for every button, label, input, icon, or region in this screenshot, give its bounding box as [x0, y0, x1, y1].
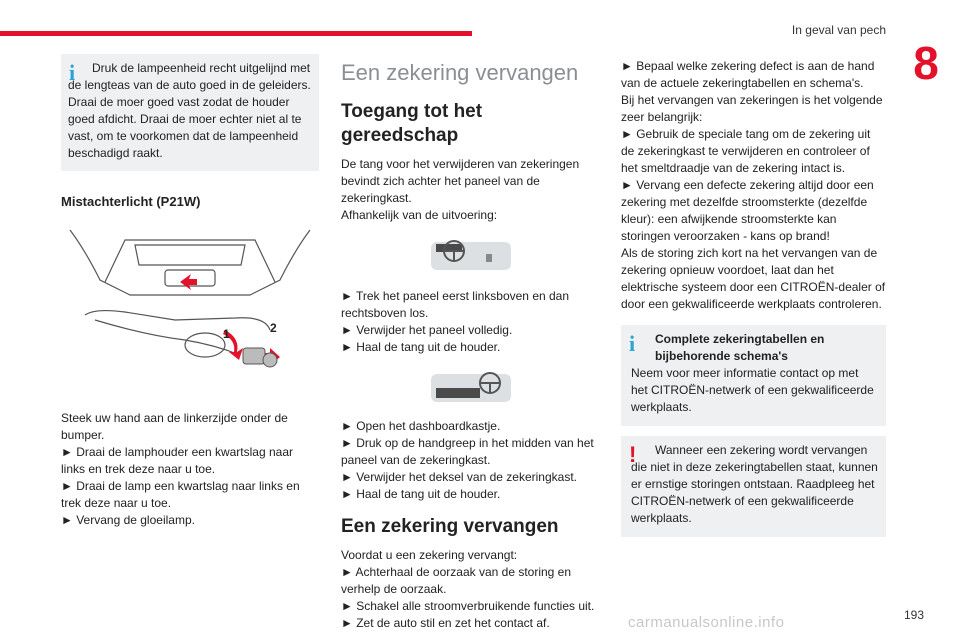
info-box-lamp	[61, 54, 319, 171]
info-line-2: Draai de moer goed vast zodat de houder goed afdicht. Draai de moer echter niet al te vast, om te voorkomen dat de lampeenheid beschadigd raakt.	[68, 95, 302, 160]
fuse-step-5: Als de storing zich kort na het vervangen van de zekering opnieuw voordoet, laat dan het elektrische systeem door een CITROËN-dealer of door een gekwalificeerde werkplaats controleren.	[621, 246, 886, 311]
steering-wheel-right-icon	[426, 366, 516, 406]
fuse-section-title: Een zekering vervangen	[341, 60, 579, 85]
figure-label-1: 1	[223, 327, 230, 341]
replace-step-2: ► Achterhaal de oorzaak van de storing en verhelp de oorzaak.	[341, 565, 572, 596]
replace-step-3: ► Schakel alle stroomverbruikende functies uit.	[341, 599, 595, 613]
steps-a	[341, 288, 601, 356]
warning-icon: !	[629, 442, 637, 467]
step-a-2: ► Verwijder het paneel volledig.	[341, 323, 513, 337]
replace-step-4: ► Zet de auto stil en zet het contact af.	[341, 616, 550, 630]
warning-box	[621, 436, 886, 537]
step-a-3: ► Haal de tang uit de houder.	[341, 340, 501, 354]
fuse-step-2: Bij het vervangen van zekeringen is het volgende zeer belangrijk:	[621, 93, 883, 124]
page-number: 193	[903, 608, 924, 622]
fog-light-steps	[61, 410, 319, 529]
column-3	[621, 58, 886, 537]
section-title: In geval van pech	[791, 23, 886, 37]
steering-wheel-left-icon	[426, 234, 516, 274]
info-line-1: Druk de lampeenheid recht uitgelijnd met de lengteas van de auto goed in de geleiders.	[68, 61, 311, 92]
step-b-2: ► Druk op de handgreep in het midden van het paneel van de zekeringkast.	[341, 436, 594, 467]
info-box-fuse-tables	[621, 325, 886, 426]
chapter-number: 8	[913, 37, 939, 89]
column-2	[341, 54, 601, 632]
info-box-body: Neem voor meer informatie contact op met het CITROËN-netwerk of een gekwalificeerde werkplaats.	[631, 366, 874, 414]
replace-fuse-heading: Een zekering vervangen	[341, 516, 559, 537]
step-b-4: ► Haal de tang uit de houder.	[341, 487, 501, 501]
fog-step-4: ► Vervang de gloeilamp.	[61, 513, 195, 527]
figure-label-2: 2	[270, 321, 277, 335]
fuse-step-3: ► Gebruik de speciale tang om de zekering uit de zekeringkast te verwijderen en controleer of het smeltdraadje van de zekering intact is.	[621, 127, 871, 175]
step-b-3: ► Verwijder het deksel van de zekeringkast.	[341, 470, 577, 484]
fog-step-1: Steek uw hand aan de linkerzijde onder de bumper.	[61, 411, 288, 442]
access-intro	[341, 156, 601, 224]
info-box-title: Complete zekeringtabellen en bijbehorende schema's	[655, 332, 825, 363]
access-tools-heading: Toegang tot het gereedschap	[341, 101, 483, 146]
info-icon: i	[629, 331, 636, 356]
warning-text: Wanneer een zekering wordt vervangen die niet in deze zekeringtabellen staat, kunnen er ernstige storingen ontstaan. Raadpleeg het CITROËN-netwerk of een gekwalificeerde werkplaats.	[631, 443, 878, 525]
fog-light-heading: Mistachterlicht (P21W)	[61, 194, 201, 209]
fog-step-3: ► Draai de lamp een kwartslag naar links en trek deze naar u toe.	[61, 479, 300, 510]
column-1	[61, 54, 319, 529]
access-intro-2: Afhankelijk van de uitvoering:	[341, 208, 498, 222]
replace-step-1: Voordat u een zekering vervangt:	[341, 548, 518, 562]
replace-steps	[341, 547, 601, 632]
step-a-1: ► Trek het paneel eerst linksboven en dan rechtsboven los.	[341, 289, 570, 320]
step-b-1: ► Open het dashboardkastje.	[341, 419, 501, 433]
fuse-step-4: ► Vervang een defecte zekering altijd door een zekering met dezelfde stroomsterkte (dezelfde kleur): een afwijkende stroomsterkte kan storingen veroorzaken - kans op brand!	[621, 178, 874, 243]
info-icon: i	[69, 60, 76, 85]
watermark: carmanualsonline.info	[628, 614, 785, 631]
fog-step-2: ► Draai de lamphouder een kwartslag naar links en trek deze naar u toe.	[61, 445, 294, 476]
access-intro-1: De tang voor het verwijderen van zekeringen bevindt zich achter het paneel van de zekeringkast.	[341, 157, 580, 205]
steps-b	[341, 418, 601, 503]
fog-light-illustration	[65, 220, 315, 380]
header-accent-bar	[0, 31, 472, 36]
fuse-step-1: ► Bepaal welke zekering defect is aan de hand van de actuele zekeringtabellen en schema's.	[621, 59, 875, 90]
